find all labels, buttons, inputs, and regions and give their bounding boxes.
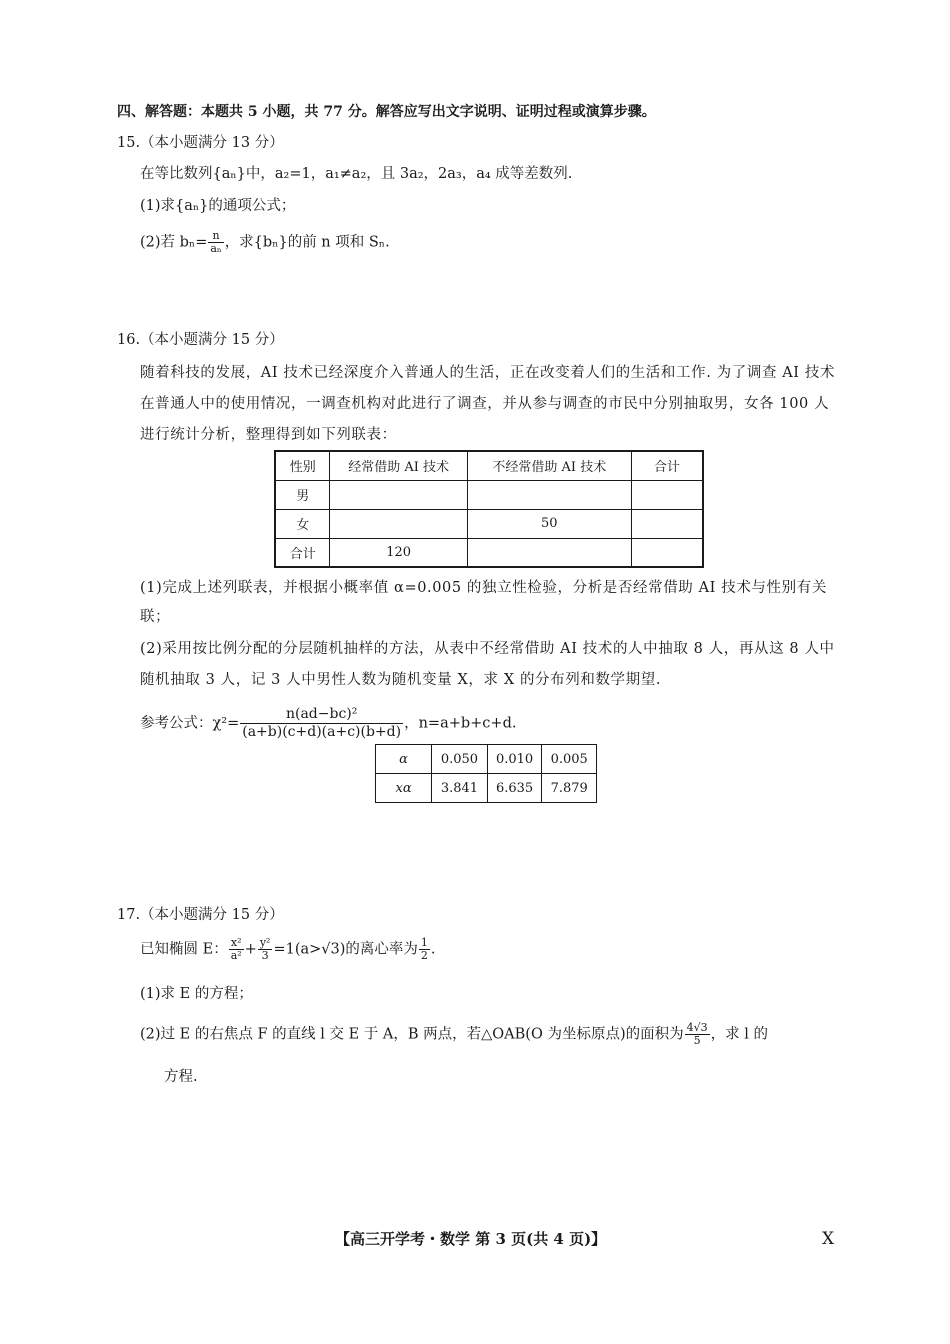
table-header-cell: 性别	[275, 451, 330, 480]
eccentricity-denominator: 2	[420, 949, 428, 962]
table-cell: 0.050	[432, 745, 488, 774]
q16-part1: (1)完成上述列联表，并根据小概率值 α=0.005 的独立性检验，分析是否经常借助 AI 技术与性别有关联；	[140, 580, 827, 625]
table-cell: 120	[330, 538, 467, 567]
chi-square-numerator: n(ad−bc)²	[240, 706, 403, 724]
q15-part1: (1)求{aₙ}的通项公式；	[140, 198, 296, 214]
q17-part2-prefix: (2)过 E 的右焦点 F 的直线 l 交 E 于 A，B 两点，若△OAB(O 为坐标原点)的面积为	[140, 1026, 684, 1043]
y-term-denominator: 3	[261, 949, 269, 962]
table-cell: 3.841	[432, 774, 488, 803]
x-term-fraction	[229, 937, 244, 962]
table-header-cell: 不经常借助 AI 技术	[467, 451, 631, 480]
q16-part2: (2)采用按比例分配的分层随机抽样的方法，从表中不经常借助 AI 技术的人中抽取 8 人，再从这 8 人中随机抽取 3 人，记 3 人中男性人数为随机变量 X，求 X 的分布列和数学期望.	[140, 641, 835, 688]
q16-formula	[140, 706, 516, 741]
q17-stem	[140, 937, 436, 962]
critical-value-table	[375, 744, 597, 803]
table-cell: xα	[376, 774, 432, 803]
chi-square-denominator: (a+b)(c+d)(a+c)(b+d)	[242, 724, 402, 740]
q17-header: 17.（本小题满分 15 分）	[117, 907, 284, 923]
q16-stem: 随着科技的发展，AI 技术已经深度介入普通人的生活，正在改变着人们的生活和工作. 为了调查 AI 技术在普通人中的使用情况，一调查机构对此进行了调查，并从参与调查的市民中分别抽取男，女各 100 人进行统计分析，整理得到如下列联表：	[140, 365, 836, 443]
q17-part2-continuation: 方程.	[164, 1069, 198, 1085]
table-cell: 6.635	[487, 774, 542, 803]
q17-stem-middle: =1(a>√3)的离心率为	[273, 941, 418, 958]
q17-part2-suffix: ，求 l 的	[710, 1026, 768, 1043]
q15-bn-fraction	[208, 230, 223, 255]
q17-part2	[140, 1022, 768, 1047]
table-header-cell: 经常借助 AI 技术	[330, 451, 467, 480]
q15-bn-denominator: aₙ	[210, 242, 222, 255]
area-fraction	[685, 1022, 710, 1047]
contingency-header-row	[275, 451, 703, 480]
version-mark: X	[822, 1229, 835, 1249]
y-term-numerator: y²	[259, 936, 271, 949]
q17-part1: (1)求 E 的方程；	[140, 986, 253, 1002]
table-cell: 0.005	[542, 745, 597, 774]
table-cell: 合计	[275, 538, 330, 567]
table-row	[376, 745, 597, 774]
section-heading: 四、解答题：本题共 5 小题，共 77 分。解答应写出文字说明、证明过程或演算步骤。	[117, 104, 656, 120]
eccentricity-numerator: 1	[420, 936, 428, 949]
q15-part2	[140, 230, 390, 255]
table-row	[275, 538, 703, 567]
q15-header: 15.（本小题满分 13 分）	[117, 135, 284, 151]
q17-stem-suffix: .	[430, 941, 436, 958]
formula-suffix: ，n=a+b+c+d.	[404, 715, 517, 732]
table-cell	[467, 480, 631, 509]
x-term-denominator: a²	[230, 949, 242, 962]
chi-square-fraction	[240, 706, 403, 741]
formula-prefix: 参考公式：χ²=	[140, 715, 240, 732]
table-row	[275, 509, 703, 538]
q16-header: 16.（本小题满分 15 分）	[117, 332, 284, 348]
table-header-cell: 合计	[631, 451, 703, 480]
area-numerator: 4√3	[686, 1021, 708, 1034]
table-cell	[467, 538, 631, 567]
table-cell: 50	[467, 509, 631, 538]
q15-bn-numerator: n	[208, 230, 223, 243]
table-cell	[330, 509, 467, 538]
table-cell: α	[376, 745, 432, 774]
plus-sign: +	[244, 941, 257, 958]
table-row	[275, 480, 703, 509]
y-term-fraction	[258, 937, 273, 962]
page-footer: 【高三开学考・数学 第 3 页(共 4 页)】	[335, 1230, 607, 1248]
x-term-numerator: x²	[229, 937, 244, 950]
q15-part2-suffix: ，求{bₙ}的前 n 项和 Sₙ.	[224, 234, 390, 251]
table-cell	[631, 509, 703, 538]
table-cell	[631, 538, 703, 567]
table-row	[376, 774, 597, 803]
contingency-table	[274, 450, 704, 568]
table-cell: 0.010	[487, 745, 542, 774]
table-cell: 7.879	[542, 774, 597, 803]
q17-stem-prefix: 已知椭圆 E：	[140, 941, 228, 958]
table-cell	[330, 480, 467, 509]
table-cell: 男	[275, 480, 330, 509]
q15-stem: 在等比数列{aₙ}中，a₂=1，a₁≠a₂，且 3a₂，2a₃，a₄ 成等差数列.	[140, 166, 573, 182]
q15-part2-prefix: (2)若 bₙ=	[140, 234, 208, 251]
table-cell	[631, 480, 703, 509]
table-cell: 女	[275, 509, 330, 538]
eccentricity-fraction	[419, 937, 430, 962]
area-denominator: 5	[693, 1034, 701, 1047]
